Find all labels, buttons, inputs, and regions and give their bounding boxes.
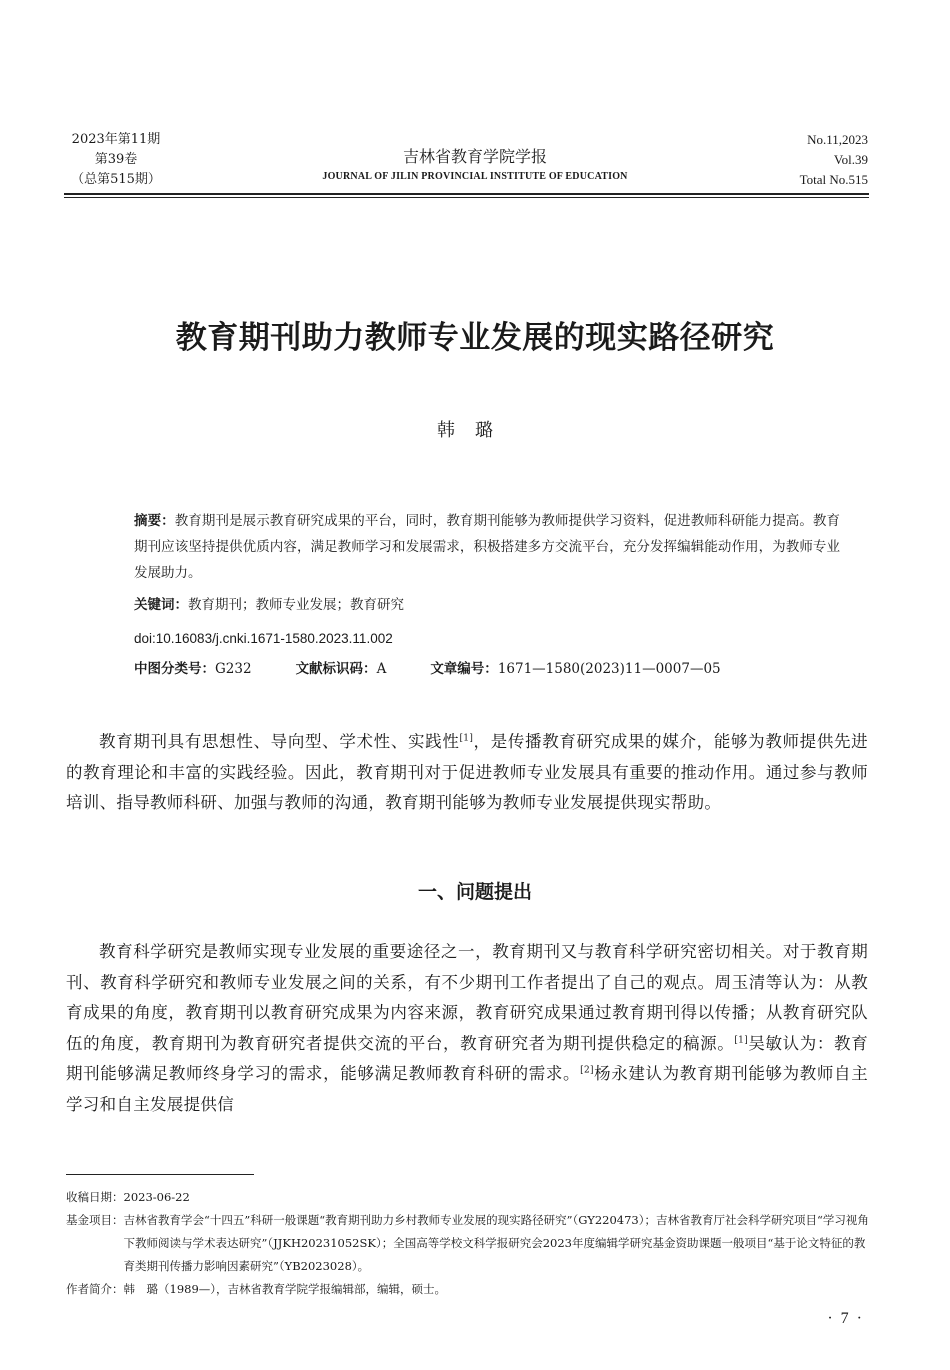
volume-en: Vol.39: [833, 152, 868, 167]
article-author: 韩璐: [437, 420, 513, 441]
keywords-text: 教育期刊；教师专业发展；教育研究: [188, 597, 404, 613]
citation-ref: [1]: [459, 733, 474, 744]
doc-code-value: A: [376, 661, 387, 677]
doi: doi:10.16083/j.cnki.1671-1580.2023.11.002: [134, 631, 393, 646]
paragraph-text: 杨永建认为教育期刊能够为教师自主学习和自主发展提供信: [66, 1064, 868, 1114]
abstract-text: 教育期刊是展示教育研究成果的平台，同时，教育期刊能够为教师提供学习资料，促进教师科研能力提高。教育期刊应该坚持提供优质内容，满足教师学习和发展需求，积极搭建多方交流平台，充分发挥编辑能动作用，为教师专业发展助力。: [134, 513, 841, 581]
clc-label: 中图分类号：: [134, 661, 215, 677]
header-rule: [64, 193, 869, 195]
doc-code-label: 文献标识码：: [295, 661, 377, 677]
issue-year: 2023年第11期: [71, 132, 161, 147]
keywords: [134, 592, 404, 618]
journal-name-cn: 吉林省教育学院学报: [402, 147, 547, 166]
paragraph-text: 教育科学研究是教师实现专业发展的重要途径之一，教育期刊又与教育科学研究密切相关。对于教育期刊、教育科学研究和教师专业发展之间的关系，有不少期刊工作者提出了自己的观点。周玉清等认为：从教育成果的角度，教育期刊以教育研究成果为内容来源，教育研究成果通过教育期刊得以传播；从教育研究队伍的角度，教育期刊为教育研究者提供交流的平台，教育研究者为期刊提供稳定的稿源。: [66, 942, 868, 1053]
article-no-label: 文章编号：: [430, 661, 498, 677]
section-heading: 一、问题提出: [417, 881, 532, 903]
paragraph-intro: [66, 727, 868, 819]
clc-value: G232: [215, 661, 252, 677]
classification-line: [134, 657, 721, 681]
author-bio-value: 韩 璐（1989—），吉林省教育学院学报编辑部，编辑，硕士。: [123, 1282, 447, 1296]
received-label: 收稿日期：: [66, 1190, 124, 1204]
fund-value: 吉林省教育学会“十四五”科研一般课题“教育期刊助力乡村教师专业发展的现实路径研究”（GY220473）；吉林省教育厅社会科学研究项目“学习视角下教师阅读与学术表达研究”（JJKH20231052SK）；全国高等学校文科学报研究会2023年度编辑学研究基金资助课题一般项目“基于论文特征的教育类期刊传播力影响因素研究”（YB2023028）。: [123, 1213, 869, 1273]
fund-info: [66, 1209, 870, 1278]
article-title: 教育期刊助力教师专业发展的现实路径研究: [175, 320, 775, 356]
page-number: ·7·: [827, 1310, 870, 1327]
paragraph-text: 教育期刊具有思想性、导向型、学术性、实践性: [99, 732, 460, 751]
paragraph-problem: [66, 937, 868, 1120]
issue-total: （总第515期）: [71, 172, 161, 187]
received-date: [66, 1186, 870, 1209]
abstract: [134, 508, 840, 586]
header-rule-thin: [64, 197, 869, 198]
issue-info: [66, 130, 166, 190]
keywords-label: 关键词：: [134, 597, 188, 613]
article-no-value: 1671—1580(2023)11—0007—05: [497, 661, 721, 677]
paragraph-text: ，是传播教育研究成果的媒介，能够为教师提供先进的教育理论和丰富的实践经验。因此，教育期刊对于促进教师专业发展具有重要的推动作用。通过参与教师培训、指导教师科研、加强与教师的沟通，教育期刊能够为教师专业发展提供现实帮助。: [66, 732, 868, 812]
issue-volume: 第39卷: [94, 152, 138, 167]
footnote-rule: [66, 1174, 254, 1175]
author-bio: [66, 1278, 870, 1301]
author-bio-label: 作者简介：: [66, 1282, 124, 1296]
journal-name: [265, 146, 685, 186]
citation-ref: [2]: [580, 1065, 594, 1076]
issue-number-en: No.11,2023: [807, 132, 868, 147]
received-value: 2023-06-22: [123, 1190, 190, 1204]
paragraph-text: 吴敏认为：教育期刊能够满足教师终身学习的需求，能够满足教师教育科研的需求。: [66, 1033, 868, 1083]
fund-label: 基金项目：: [66, 1213, 124, 1227]
journal-name-en: JOURNAL OF JILIN PROVINCIAL INSTITUTE OF EDUCATION: [322, 171, 628, 182]
abstract-label: 摘要：: [134, 513, 175, 529]
total-number-en: Total No.515: [799, 172, 868, 187]
citation-ref: [1]: [734, 1035, 749, 1045]
footnote: [66, 1186, 870, 1301]
issue-info-en: [800, 130, 868, 190]
